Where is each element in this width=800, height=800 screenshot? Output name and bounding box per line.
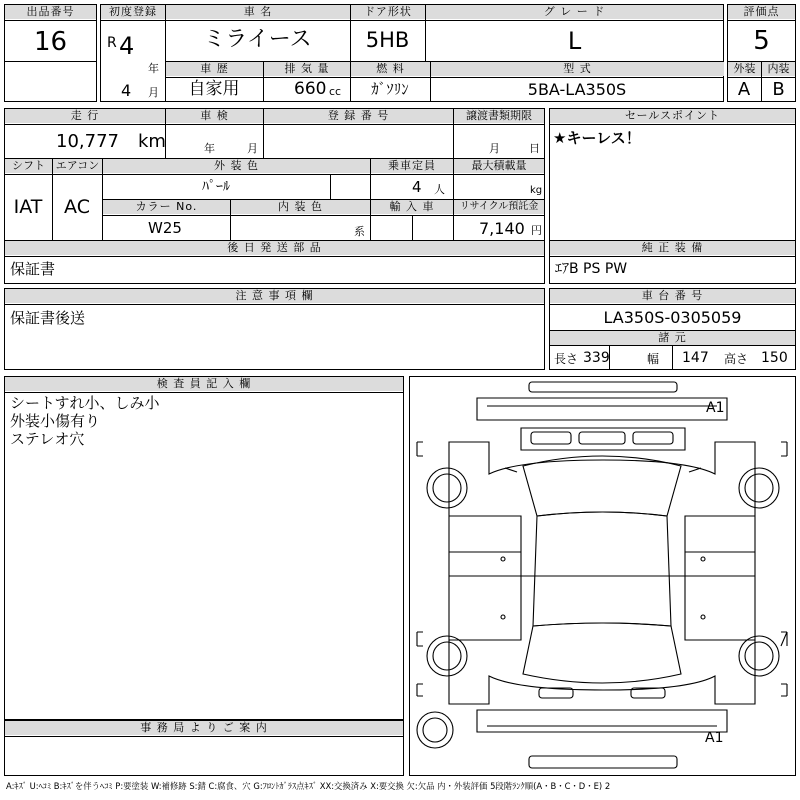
score-label: 評価点: [728, 5, 795, 19]
capacity-label: 乗車定員: [371, 159, 453, 173]
model-label: 型 式: [431, 62, 724, 76]
inspection-year-unit: 年: [204, 142, 215, 155]
exterior-grade: A: [737, 79, 751, 100]
mileage-label: 走 行: [5, 109, 165, 123]
history-label: 車 歴: [166, 62, 263, 76]
transfer-month-unit: 月: [489, 142, 500, 155]
transfer-label: 譲渡書類期限: [454, 109, 544, 123]
intcolor-label: 内 装 色: [231, 200, 370, 214]
displacement: 660: [294, 79, 327, 99]
exterior-label: 外装: [728, 62, 761, 76]
width: 147: [682, 350, 709, 366]
door-type: 5HB: [365, 28, 410, 52]
mileage-unit: km: [138, 131, 166, 152]
grade-label: グ レ ー ド: [426, 5, 723, 19]
displacement-label: 排 気 量: [264, 62, 350, 76]
score: 5: [753, 26, 770, 56]
damage-mark-rear: A1: [705, 730, 724, 746]
equipment: ｴｱB PS PW: [555, 261, 628, 277]
shift-label: シフト: [5, 159, 52, 173]
chassis-label: 車 台 番 号: [550, 289, 795, 303]
sales-label: セールスポイント: [550, 109, 795, 123]
import-label: 輸 入 車: [371, 200, 453, 214]
year: 4: [119, 32, 135, 60]
height: 150: [761, 350, 788, 366]
car-name-label: 車 名: [166, 5, 350, 19]
later-parts: 保証書: [10, 260, 56, 278]
length-label: 長さ: [554, 352, 579, 366]
door-label: ドア形状: [351, 5, 425, 19]
inspection-label: 車 検: [166, 109, 263, 123]
lot-number-label: 出品番号: [5, 5, 96, 19]
car-diagram: [409, 376, 796, 776]
ac-label: エアコン: [53, 159, 102, 173]
month-unit: 月: [148, 86, 159, 99]
displacement-unit: cc: [329, 85, 342, 98]
later-label: 後 日 発 送 部 品: [5, 241, 544, 255]
color-label: 外 装 色: [103, 159, 370, 173]
caution-text: 保証書後送: [10, 309, 86, 327]
transfer-day-unit: 日: [529, 142, 540, 155]
maxload-unit: kg: [530, 185, 543, 196]
fuel: ｶﾞｿﾘﾝ: [371, 80, 409, 98]
color-number: W25: [148, 219, 182, 237]
inspection-month-unit: 月: [247, 142, 258, 155]
model: 5BA-LA350S: [527, 80, 627, 99]
recycle-fee: 7,140: [479, 219, 525, 238]
shift: IAT: [13, 196, 43, 218]
inspector-label: 検 査 員 記 入 欄: [5, 377, 403, 391]
damage-mark-front: A1: [706, 400, 725, 416]
air-conditioner: AC: [64, 196, 90, 218]
intcolor-unit: 系: [354, 225, 365, 238]
history: 自家用: [188, 79, 240, 99]
sales-point-text: ★キーレス！: [553, 129, 641, 147]
office-label: 事 務 局 よ り ご 案 内: [5, 721, 403, 735]
regno-label: 登 録 番 号: [264, 109, 453, 123]
colorno-label: カラー No.: [103, 200, 230, 214]
length: 339: [583, 350, 610, 366]
equip-label: 純 正 装 備: [550, 241, 795, 255]
spec-label: 諸 元: [550, 331, 795, 345]
capacity-unit: 人: [434, 183, 445, 196]
recycle-unit: 円: [531, 224, 542, 237]
height-label: 高さ: [724, 352, 749, 366]
car-name: ミライース: [203, 27, 312, 52]
caution-label: 注 意 事 項 欄: [5, 289, 544, 303]
year-unit: 年: [148, 62, 159, 75]
inspector-line-2: 外装小傷有り: [10, 412, 101, 430]
lot-number: 16: [33, 27, 68, 57]
chassis-number: LA350S-0305059: [603, 308, 742, 327]
interior-label: 内装: [762, 62, 795, 76]
inspector-line-1: シートすれ小、しみ小: [10, 394, 160, 412]
month: 4: [121, 81, 132, 100]
grade: L: [567, 27, 582, 55]
mileage: 10,777: [56, 131, 119, 152]
legend-footer: A:ｷｽﾞ U:ﾍｺﾐ B:ｷｽﾞを伴うﾍｺﾐ P:要塗装 W:補修跡 S:錆 C:腐食、穴 G:ﾌﾛﾝﾄｶﾞﾗｽ点ｷｽﾞ XX:交換済み X:要交換 欠:欠品 内・外装評価 5段階ﾗﾝｸ順(A・B・C・D・E) 2: [6, 781, 611, 791]
capacity: 4: [412, 178, 422, 196]
era: R: [107, 35, 117, 51]
exterior-color: ﾊﾟｰﾙ: [202, 179, 230, 195]
inspector-line-3: ステレオ穴: [10, 430, 85, 448]
recycle-label: リサイクル預託金: [454, 200, 544, 214]
interior-grade: B: [772, 79, 785, 100]
fuel-label: 燃 料: [351, 62, 430, 76]
maxload-label: 最大積載量: [454, 159, 544, 173]
first-reg-label: 初度登録: [101, 5, 165, 19]
width-label: 幅: [647, 352, 660, 366]
